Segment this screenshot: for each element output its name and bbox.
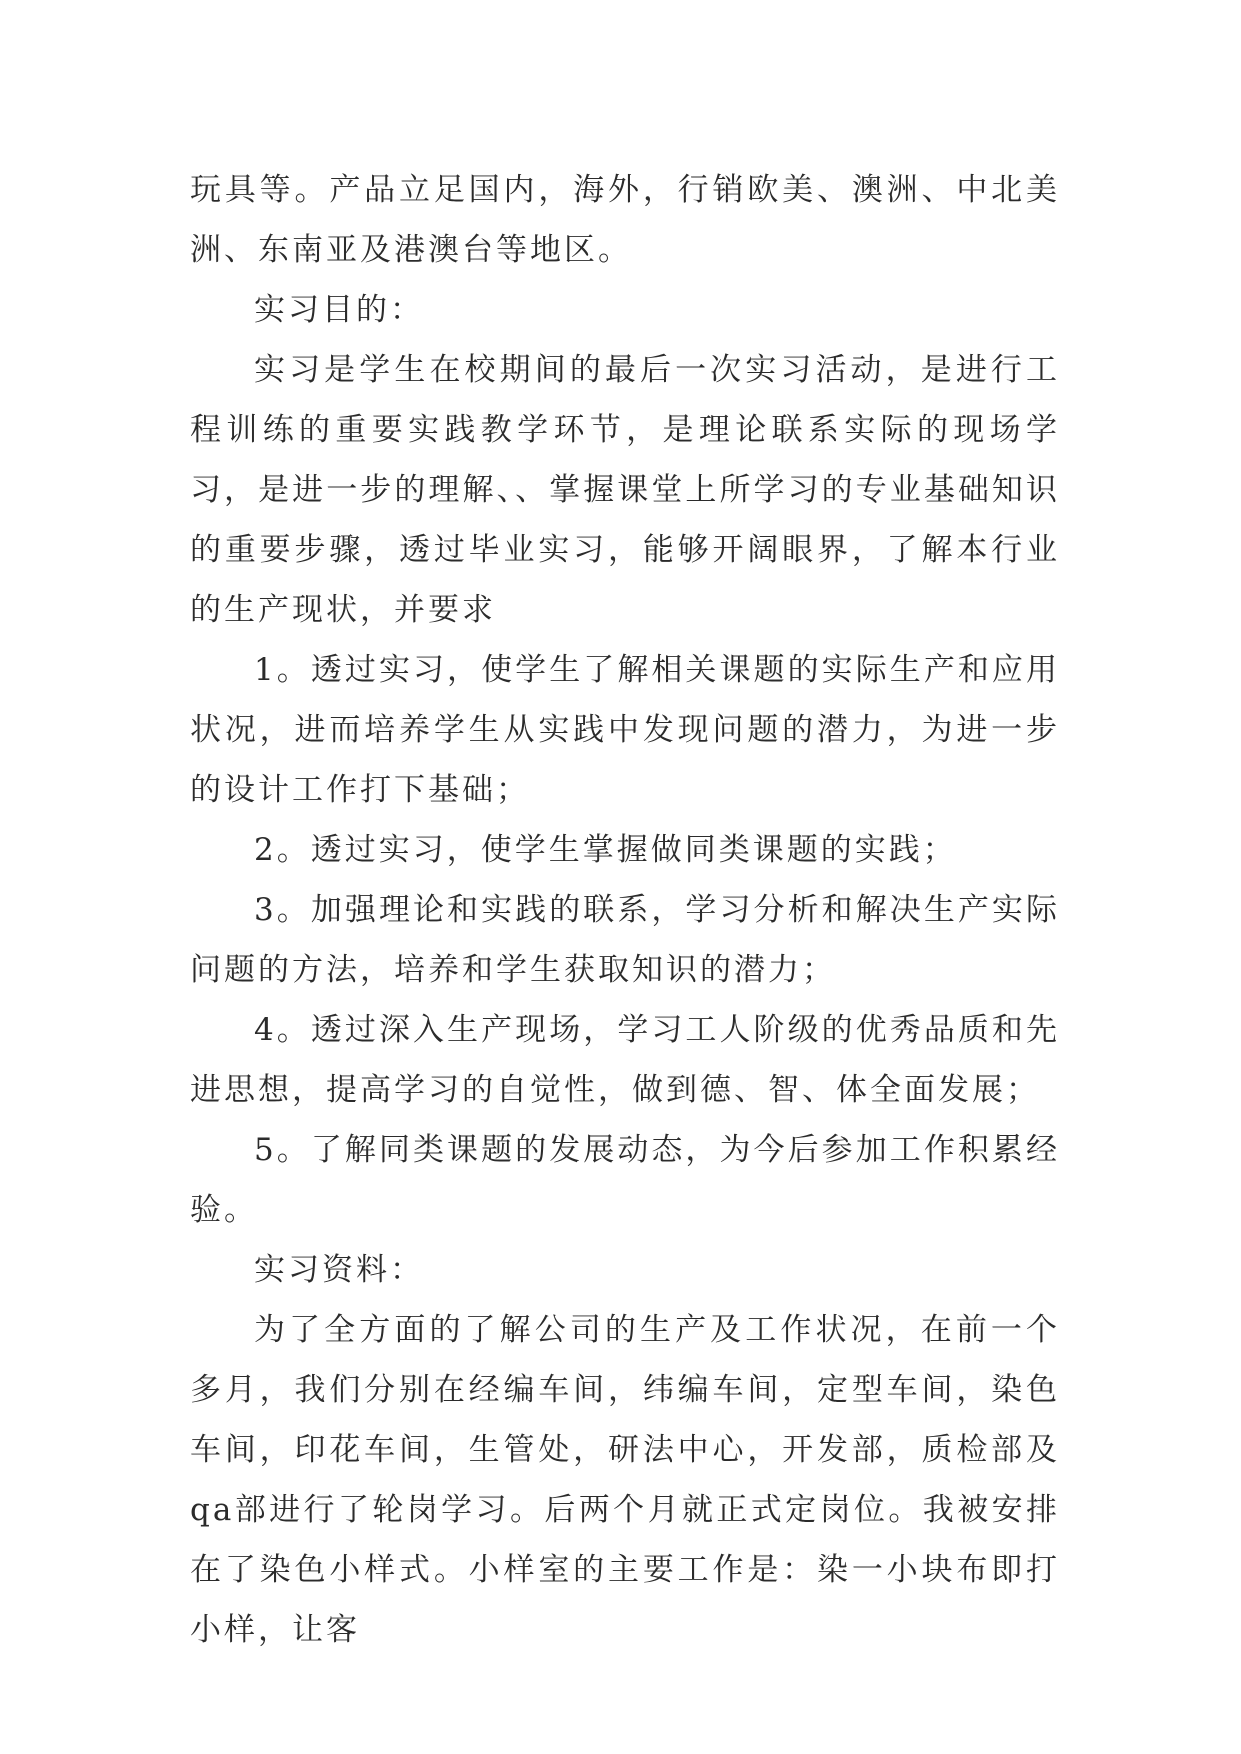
- list-item-3: 3。加强理论和实践的联系，学习分析和解决生产实际问题的方法，培养和学生获取知识的潜力；: [190, 892, 1060, 988]
- paragraph-continuation: 玩具等。产品立足国内，海外，行销欧美、澳洲、中北美洲、东南亚及港澳台等地区。: [190, 172, 1060, 268]
- document-body: [190, 160, 1060, 1660]
- heading-internship-purpose: 实习目的：: [254, 292, 424, 328]
- paragraph-materials-description: 为了全方面的了解公司的生产及工作状况，在前一个多月，我们分别在经编车间，纬编车间，定型车间，染色车间，印花车间，生管处，研法中心，开发部，质检部及qa部进行了轮岗学习。后两个月就正式定岗位。我被安排在了染色小样式。小样室的主要工作是：染一小块布即打小样，让客: [190, 1312, 1060, 1648]
- paragraph-purpose-description: 实习是学生在校期间的最后一次实习活动，是进行工程训练的重要实践教学环节，是理论联系实际的现场学习，是进一步的理解、、掌握课堂上所学习的专业基础知识的重要步骤，透过毕业实习，能够开阔眼界，了解本行业的生产现状，并要求: [190, 352, 1060, 628]
- list-item-4: 4。透过深入生产现场，学习工人阶级的优秀品质和先进思想，提高学习的自觉性，做到德、智、体全面发展；: [190, 1012, 1060, 1108]
- list-item-2: 2。透过实习，使学生掌握做同类课题的实践；: [254, 832, 957, 868]
- list-item-1: 1。透过实习，使学生了解相关课题的实际生产和应用状况，进而培养学生从实践中发现问题的潜力，为进一步的设计工作打下基础；: [190, 652, 1060, 808]
- list-item-5: 5。了解同类课题的发展动态，为今后参加工作积累经验。: [190, 1132, 1060, 1228]
- heading-internship-materials: 实习资料：: [254, 1252, 424, 1288]
